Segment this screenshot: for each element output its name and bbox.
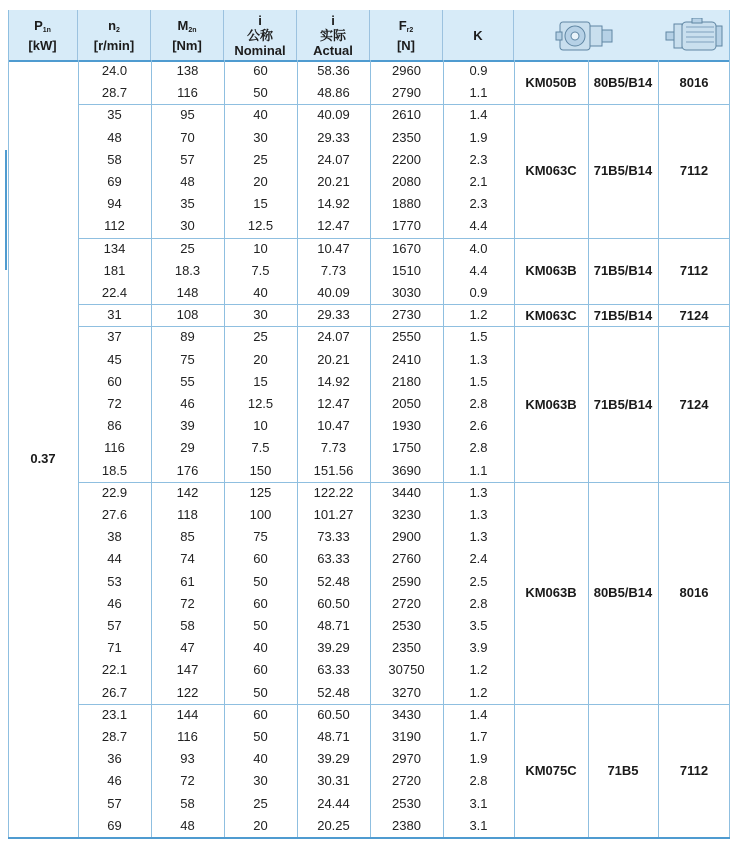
cell-k: 1.3 bbox=[469, 507, 488, 522]
cell-fr2: 1670 bbox=[392, 240, 421, 256]
group-flange: 71B5/B14 bbox=[593, 263, 653, 279]
cell-n2: 134 bbox=[103, 240, 126, 256]
cell-fr2: 2200 bbox=[392, 151, 421, 167]
header-i-nominal bbox=[224, 10, 297, 60]
cell-i-actual: 60.50 bbox=[317, 706, 350, 722]
cell-i-nominal: 30 bbox=[253, 307, 268, 323]
cell-fr2: 2080 bbox=[392, 174, 421, 189]
cell-n2: 69 bbox=[107, 174, 122, 189]
cell-i-nominal: 30 bbox=[253, 773, 268, 789]
cell-m2n: 75 bbox=[180, 351, 195, 367]
cell-m2n: 118 bbox=[177, 507, 198, 522]
cell-m2n: 116 bbox=[177, 85, 198, 101]
group-model: KM050B bbox=[525, 74, 577, 90]
group-code: 8016 bbox=[679, 74, 709, 90]
cell-i-nominal: 25 bbox=[253, 151, 268, 167]
cell-n2: 48 bbox=[107, 129, 122, 145]
group-code: 7124 bbox=[679, 396, 709, 412]
cell-k: 1.4 bbox=[469, 706, 488, 722]
group-model: KM063B bbox=[525, 585, 577, 601]
cell-i-actual: 12.47 bbox=[317, 218, 350, 234]
cell-fr2: 1770 bbox=[392, 218, 421, 234]
i-actual-cn: 实际 bbox=[319, 27, 346, 43]
cell-n2: 57 bbox=[107, 618, 122, 633]
cell-n2: 60 bbox=[107, 373, 122, 389]
cell-i-nominal: 50 bbox=[253, 618, 268, 633]
header-icons bbox=[514, 10, 730, 60]
group-model: KM063C bbox=[525, 307, 577, 323]
cell-m2n: 48 bbox=[180, 174, 195, 189]
fr2-symbol: F bbox=[398, 17, 407, 33]
cell-m2n: 29 bbox=[180, 440, 195, 456]
cell-i-actual: 14.92 bbox=[317, 373, 350, 389]
cell-k: 1.2 bbox=[469, 307, 488, 323]
cell-n2: 28.7 bbox=[101, 729, 128, 744]
cell-k: 2.1 bbox=[469, 174, 488, 189]
group-model: KM075C bbox=[525, 762, 577, 778]
cell-m2n: 138 bbox=[176, 63, 199, 78]
cell-n2: 31 bbox=[107, 307, 122, 323]
cell-i-actual: 24.07 bbox=[317, 151, 350, 167]
cell-i-nominal: 12.5 bbox=[247, 218, 274, 234]
cell-n2: 57 bbox=[107, 795, 122, 811]
cell-n2: 71 bbox=[107, 640, 122, 656]
cell-i-nominal: 60 bbox=[253, 706, 268, 722]
fr2-subscript: r2 bbox=[406, 26, 414, 34]
cell-i-nominal: 50 bbox=[253, 573, 268, 589]
i-nominal-cn: 公称 bbox=[246, 27, 273, 43]
cell-fr2: 2960 bbox=[392, 63, 421, 78]
cell-i-actual: 40.09 bbox=[317, 285, 350, 300]
cell-n2: 86 bbox=[107, 418, 122, 434]
cell-i-actual: 14.92 bbox=[317, 196, 350, 212]
cell-m2n: 30 bbox=[180, 218, 195, 234]
cell-fr2: 2610 bbox=[392, 107, 421, 123]
cell-k: 2.6 bbox=[469, 418, 488, 434]
cell-i-nominal: 100 bbox=[249, 507, 272, 522]
cell-n2: 116 bbox=[104, 440, 125, 456]
cell-k: 1.5 bbox=[469, 373, 488, 389]
cell-i-nominal: 50 bbox=[253, 85, 268, 101]
cell-k: 1.2 bbox=[469, 662, 488, 678]
group-model: KM063C bbox=[525, 163, 577, 179]
cell-i-nominal: 40 bbox=[253, 285, 268, 300]
cell-n2: 46 bbox=[107, 595, 122, 611]
cell-m2n: 95 bbox=[180, 107, 195, 123]
cell-k: 2.4 bbox=[469, 551, 488, 567]
cell-n2: 72 bbox=[107, 396, 122, 411]
cell-i-actual: 10.47 bbox=[317, 418, 350, 434]
cell-i-nominal: 7.5 bbox=[251, 440, 270, 456]
i-actual-symbol: i bbox=[331, 12, 335, 28]
cell-n2: 181 bbox=[103, 262, 126, 278]
cell-m2n: 48 bbox=[180, 817, 195, 833]
cell-i-nominal: 150 bbox=[249, 462, 272, 478]
power-value: 0.37 bbox=[30, 451, 56, 466]
cell-k: 3.1 bbox=[469, 817, 488, 833]
spec-table bbox=[8, 10, 730, 856]
cell-fr2: 2720 bbox=[392, 595, 421, 611]
cell-i-nominal: 15 bbox=[253, 196, 268, 212]
cell-fr2: 2760 bbox=[392, 551, 421, 567]
cell-i-nominal: 10 bbox=[253, 240, 268, 256]
cell-fr2: 2530 bbox=[392, 795, 421, 811]
cell-i-actual: 101.27 bbox=[313, 507, 354, 522]
cell-m2n: 176 bbox=[176, 462, 199, 478]
cell-i-nominal: 125 bbox=[249, 484, 272, 500]
k-symbol: K bbox=[473, 27, 483, 43]
p1n-symbol: P bbox=[34, 17, 43, 33]
cell-k: 2.3 bbox=[469, 196, 488, 212]
cell-fr2: 3030 bbox=[392, 285, 421, 300]
cell-n2: 22.1 bbox=[101, 662, 128, 678]
cell-k: 1.2 bbox=[469, 684, 488, 700]
cell-fr2: 1880 bbox=[392, 196, 421, 212]
cell-m2n: 39 bbox=[180, 418, 195, 434]
cell-fr2: 2550 bbox=[392, 329, 421, 345]
cell-fr2: 1750 bbox=[392, 440, 421, 456]
cell-n2: 24.0 bbox=[101, 63, 128, 78]
cell-k: 1.3 bbox=[469, 351, 488, 367]
i-nominal-symbol: i bbox=[258, 12, 262, 28]
cell-m2n: 25 bbox=[180, 240, 195, 256]
cell-i-nominal: 25 bbox=[253, 329, 268, 345]
cell-i-actual: 24.44 bbox=[317, 795, 350, 811]
cell-k: 1.1 bbox=[469, 462, 488, 478]
cell-i-nominal: 30 bbox=[253, 129, 268, 145]
cell-i-actual: 60.50 bbox=[317, 595, 350, 611]
cell-m2n: 55 bbox=[180, 373, 195, 389]
cell-m2n: 85 bbox=[180, 529, 195, 545]
cell-m2n: 148 bbox=[176, 285, 199, 300]
cell-n2: 26.7 bbox=[101, 684, 128, 700]
cell-m2n: 58 bbox=[180, 618, 195, 633]
group-flange: 71B5/B14 bbox=[593, 396, 653, 412]
motor-icon bbox=[664, 18, 724, 54]
cell-fr2: 3440 bbox=[392, 484, 421, 500]
cell-n2: 38 bbox=[107, 529, 122, 545]
cell-i-nominal: 15 bbox=[253, 373, 268, 389]
cell-m2n: 47 bbox=[180, 640, 195, 656]
cell-i-actual: 52.48 bbox=[317, 684, 350, 700]
cell-fr2: 2410 bbox=[392, 351, 421, 367]
cell-fr2: 1930 bbox=[392, 418, 421, 434]
cell-n2: 36 bbox=[107, 751, 122, 767]
group-flange: 80B5/B14 bbox=[593, 585, 653, 601]
cell-fr2: 2530 bbox=[392, 618, 421, 633]
cell-i-actual: 52.48 bbox=[317, 573, 350, 589]
cell-i-nominal: 60 bbox=[253, 551, 268, 567]
cell-i-nominal: 75 bbox=[253, 529, 268, 545]
cell-i-actual: 30.31 bbox=[317, 773, 350, 789]
cell-i-actual: 20.21 bbox=[317, 351, 350, 367]
cell-fr2: 2180 bbox=[392, 373, 421, 389]
cell-k: 2.8 bbox=[469, 595, 488, 611]
cell-m2n: 18.3 bbox=[174, 262, 201, 278]
cell-fr2: 3230 bbox=[392, 507, 421, 522]
cell-i-nominal: 40 bbox=[253, 751, 268, 767]
group-flange: 80B5/B14 bbox=[593, 74, 653, 90]
cell-i-actual: 29.33 bbox=[317, 307, 350, 323]
cell-n2: 112 bbox=[104, 218, 125, 234]
cell-i-actual: 20.25 bbox=[317, 817, 350, 833]
cell-m2n: 144 bbox=[176, 706, 199, 722]
row-divider bbox=[8, 837, 730, 839]
cell-n2: 53 bbox=[107, 573, 122, 589]
p1n-unit: [kW] bbox=[28, 37, 57, 53]
cell-k: 2.5 bbox=[469, 573, 488, 589]
cell-i-nominal: 20 bbox=[253, 351, 268, 367]
cell-i-nominal: 40 bbox=[253, 107, 268, 123]
cell-n2: 22.9 bbox=[101, 484, 128, 500]
cell-n2: 18.5 bbox=[101, 462, 128, 478]
cell-k: 3.9 bbox=[469, 640, 488, 656]
cell-m2n: 147 bbox=[176, 662, 199, 678]
header-i-actual bbox=[297, 10, 370, 60]
fr2-unit: [N] bbox=[396, 37, 416, 53]
cell-fr2: 2050 bbox=[392, 396, 421, 411]
group-code: 7112 bbox=[679, 263, 709, 279]
cell-k: 4.0 bbox=[469, 240, 488, 256]
cell-m2n: 61 bbox=[180, 573, 195, 589]
cell-k: 0.9 bbox=[469, 63, 488, 78]
header-fr2 bbox=[370, 10, 443, 60]
cell-i-actual: 7.73 bbox=[320, 440, 347, 456]
cell-k: 4.4 bbox=[469, 262, 488, 278]
cell-fr2: 1510 bbox=[392, 262, 421, 278]
cell-i-actual: 63.33 bbox=[317, 662, 350, 678]
cell-k: 1.3 bbox=[469, 529, 488, 545]
column-divider bbox=[8, 10, 9, 837]
cell-k: 1.1 bbox=[469, 85, 488, 101]
cell-fr2: 2590 bbox=[392, 573, 421, 589]
m2n-unit: [Nm] bbox=[172, 37, 202, 53]
cell-i-nominal: 40 bbox=[253, 640, 268, 656]
cell-m2n: 142 bbox=[176, 484, 199, 500]
cell-fr2: 2730 bbox=[392, 307, 421, 323]
cell-i-actual: 58.36 bbox=[317, 63, 350, 78]
cell-n2: 22.4 bbox=[101, 285, 128, 300]
cell-i-nominal: 12.5 bbox=[247, 396, 274, 411]
group-flange: 71B5/B14 bbox=[593, 307, 653, 323]
cell-i-nominal: 50 bbox=[253, 684, 268, 700]
cell-fr2: 2790 bbox=[392, 85, 421, 101]
cell-fr2: 3190 bbox=[392, 729, 421, 744]
cell-i-actual: 73.33 bbox=[317, 529, 350, 545]
cell-i-nominal: 60 bbox=[253, 595, 268, 611]
cell-n2: 58 bbox=[107, 151, 122, 167]
cell-fr2: 2900 bbox=[392, 529, 421, 545]
cell-i-nominal: 50 bbox=[253, 729, 268, 744]
cell-i-actual: 122.22 bbox=[313, 484, 354, 500]
cell-fr2: 2720 bbox=[392, 773, 421, 789]
header-p1n bbox=[8, 10, 78, 60]
i-nominal-en: Nominal bbox=[234, 42, 286, 58]
cell-i-actual: 39.29 bbox=[317, 751, 350, 767]
cell-n2: 23.1 bbox=[101, 706, 128, 722]
cell-k: 1.5 bbox=[469, 329, 488, 345]
n2-subscript: 2 bbox=[116, 26, 120, 34]
m2n-symbol: M bbox=[177, 17, 189, 33]
i-actual-en: Actual bbox=[313, 42, 353, 58]
cell-fr2: 2350 bbox=[392, 129, 421, 145]
cell-i-nominal: 25 bbox=[253, 795, 268, 811]
group-model: KM063B bbox=[525, 263, 577, 279]
cell-m2n: 93 bbox=[180, 751, 195, 767]
cell-i-actual: 29.33 bbox=[317, 129, 350, 145]
group-flange: 71B5/B14 bbox=[593, 163, 653, 179]
cell-m2n: 72 bbox=[180, 773, 195, 789]
cell-m2n: 108 bbox=[176, 307, 199, 323]
cell-i-actual: 63.33 bbox=[317, 551, 350, 567]
cell-m2n: 122 bbox=[176, 684, 199, 700]
cell-i-nominal: 20 bbox=[253, 817, 268, 833]
group-code: 7112 bbox=[679, 163, 709, 179]
header-k bbox=[443, 10, 514, 60]
cell-m2n: 74 bbox=[180, 551, 195, 567]
cell-i-nominal: 60 bbox=[253, 63, 268, 78]
cell-i-actual: 48.71 bbox=[317, 729, 350, 744]
cell-m2n: 35 bbox=[180, 196, 195, 212]
cell-i-actual: 151.56 bbox=[313, 462, 354, 478]
cell-i-nominal: 7.5 bbox=[251, 262, 270, 278]
cell-k: 1.4 bbox=[469, 107, 488, 123]
cell-k: 0.9 bbox=[469, 285, 488, 300]
gearbox-icon bbox=[554, 16, 616, 56]
cell-fr2: 3430 bbox=[392, 706, 421, 722]
group-flange: 71B5 bbox=[607, 762, 639, 778]
cell-n2: 44 bbox=[107, 551, 122, 567]
cell-k: 1.9 bbox=[469, 751, 488, 767]
cell-i-actual: 48.86 bbox=[317, 85, 350, 101]
cell-i-actual: 48.71 bbox=[317, 618, 350, 633]
cell-m2n: 116 bbox=[177, 729, 198, 744]
cell-n2: 69 bbox=[107, 817, 122, 833]
cell-fr2: 2970 bbox=[392, 751, 421, 767]
m2n-subscript: 2n bbox=[188, 26, 197, 34]
group-code: 7112 bbox=[679, 762, 709, 778]
cell-k: 1.3 bbox=[469, 484, 488, 500]
cell-n2: 35 bbox=[107, 107, 122, 123]
cell-n2: 46 bbox=[107, 773, 122, 789]
cell-n2: 94 bbox=[107, 196, 122, 212]
header-n2 bbox=[78, 10, 151, 60]
cell-k: 4.4 bbox=[469, 218, 488, 234]
cell-k: 2.8 bbox=[469, 440, 488, 456]
cell-m2n: 72 bbox=[180, 595, 195, 611]
cell-i-actual: 7.73 bbox=[320, 262, 347, 278]
p1n-subscript: 1n bbox=[42, 26, 51, 34]
cell-n2: 45 bbox=[107, 351, 122, 367]
cell-fr2: 30750 bbox=[388, 662, 425, 678]
cell-m2n: 58 bbox=[180, 795, 195, 811]
cell-k: 2.8 bbox=[469, 773, 488, 789]
cell-i-actual: 40.09 bbox=[317, 107, 350, 123]
cell-i-actual: 39.29 bbox=[317, 640, 350, 656]
cell-m2n: 57 bbox=[180, 151, 195, 167]
cell-k: 2.3 bbox=[469, 151, 488, 167]
left-edge-bar bbox=[5, 150, 7, 270]
cell-fr2: 3270 bbox=[392, 684, 421, 700]
cell-i-nominal: 60 bbox=[253, 662, 268, 678]
group-code: 7124 bbox=[679, 307, 709, 323]
cell-i-nominal: 10 bbox=[253, 418, 268, 434]
cell-k: 3.1 bbox=[469, 795, 488, 811]
cell-k: 1.9 bbox=[469, 129, 488, 145]
cell-i-actual: 10.47 bbox=[317, 240, 350, 256]
cell-k: 1.7 bbox=[469, 729, 488, 744]
n2-unit: [r/min] bbox=[93, 37, 135, 53]
cell-fr2: 2380 bbox=[392, 817, 421, 833]
group-model: KM063B bbox=[525, 396, 577, 412]
cell-m2n: 70 bbox=[180, 129, 195, 145]
cell-n2: 28.7 bbox=[101, 85, 128, 101]
cell-i-actual: 12.47 bbox=[317, 396, 350, 411]
cell-fr2: 3690 bbox=[392, 462, 421, 478]
cell-fr2: 2350 bbox=[392, 640, 421, 656]
cell-i-actual: 24.07 bbox=[317, 329, 350, 345]
n2-symbol: n bbox=[108, 17, 117, 33]
group-code: 8016 bbox=[679, 585, 709, 601]
cell-i-actual: 20.21 bbox=[317, 174, 350, 189]
header-m2n bbox=[151, 10, 224, 60]
cell-k: 2.8 bbox=[469, 396, 488, 411]
cell-n2: 27.6 bbox=[101, 507, 128, 522]
cell-m2n: 46 bbox=[180, 396, 195, 411]
cell-m2n: 89 bbox=[180, 329, 195, 345]
cell-i-nominal: 20 bbox=[253, 174, 268, 189]
cell-k: 3.5 bbox=[469, 618, 488, 633]
cell-n2: 37 bbox=[107, 329, 122, 345]
